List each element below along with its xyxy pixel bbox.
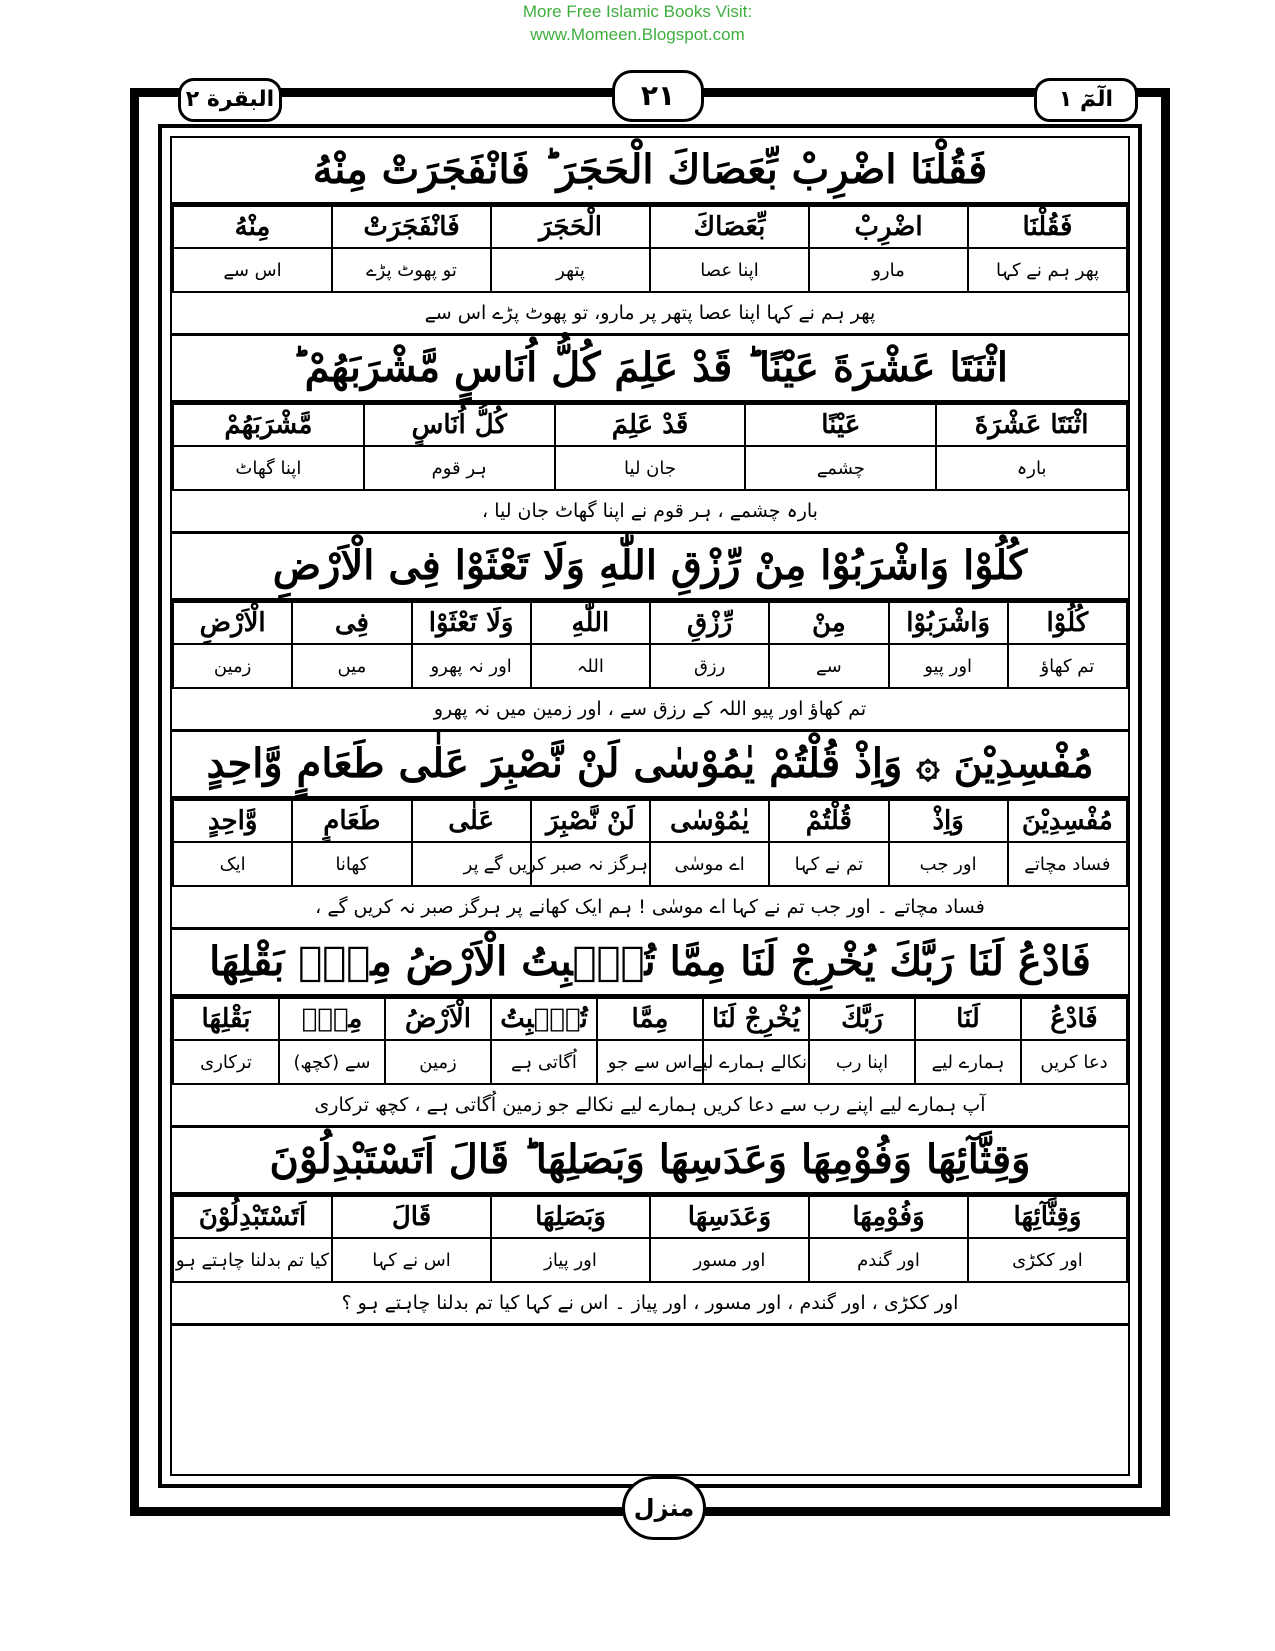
urdu-meaning: کھانا — [292, 842, 411, 886]
arabic-word: قَدْ عَلِمَ — [555, 404, 746, 446]
arabic-word: اَتَسْتَبْدِلُوْنَ — [173, 1196, 332, 1238]
content-area — [172, 138, 1128, 1326]
urdu-meaning: تم کھاؤ — [1008, 644, 1127, 688]
arabic-word: وَّاحِدٍ — [173, 800, 292, 842]
arabic-word: اضْرِبْ — [809, 206, 968, 248]
arabic-verse: فَادْعُ لَنَا رَبَّكَ يُخْرِجْ لَنَا مِمَّا تُنْۢبِتُ الْاَرْضُ مِنْۢ بَقْلِهَا — [172, 930, 1128, 997]
arabic-word: بَقْلِهَا — [173, 998, 279, 1040]
arabic-word: الْاَرْضِ — [173, 602, 292, 644]
word-table — [172, 205, 1128, 293]
urdu-meaning: جان لیا — [555, 446, 746, 490]
word-table — [172, 997, 1128, 1085]
arabic-word: رِّزْقِ — [650, 602, 769, 644]
arabic-word: فَقُلْنَا — [968, 206, 1127, 248]
arabic-word: لَنَا — [915, 998, 1021, 1040]
arabic-word: وَاِذْ — [889, 800, 1008, 842]
urdu-meaning: کیا تم بدلنا چاہتے ہو — [173, 1238, 332, 1282]
arabic-word: فَادْعُ — [1021, 998, 1127, 1040]
urdu-translation: فساد مچاتے ۔ اور جب تم نے کہا اے موسٰی ! ہم ایک کھانے پر ہرگز صبر نہ کریں گے ، — [172, 887, 1128, 930]
arabic-word: عَيْنًا — [745, 404, 936, 446]
urdu-meaning: اس سے جو — [597, 1040, 703, 1084]
manzil-badge: منزل — [622, 1476, 706, 1540]
arabic-verse: كُلُوْا وَاشْرَبُوْا مِنْ رِّزْقِ اللّٰهِ وَلَا تَعْثَوْا فِى الْاَرْضِ — [172, 534, 1128, 601]
urdu-meaning: میں — [292, 644, 411, 688]
arabic-word: وَقِثَّآئِهَا — [968, 1196, 1127, 1238]
word-table — [172, 601, 1128, 689]
arabic-word: بِّعَصَاكَ — [650, 206, 809, 248]
urdu-meaning: اور مسور — [650, 1238, 809, 1282]
urdu-meaning: مارو — [809, 248, 968, 292]
urdu-meaning: ہر قوم — [364, 446, 555, 490]
arabic-word: الْحَجَرَ — [491, 206, 650, 248]
verse-section — [172, 930, 1128, 1128]
urdu-translation: پھر ہم نے کہا اپنا عصا پتھر پر مارو، تو پھوٹ پڑے اس سے — [172, 293, 1128, 336]
urdu-meaning: سے (کچھ) — [279, 1040, 385, 1084]
arabic-word: يٰمُوْسٰى — [650, 800, 769, 842]
arabic-word: قُلْتُمْ — [769, 800, 888, 842]
urdu-meaning: تو پھوٹ پڑے — [332, 248, 491, 292]
urdu-meaning: ترکاری — [173, 1040, 279, 1084]
arabic-word: مُفْسِدِيْنَ — [1008, 800, 1127, 842]
urdu-translation: بارہ چشمے ، ہر قوم نے اپنا گھاٹ جان لیا ، — [172, 491, 1128, 534]
verse-section — [172, 732, 1128, 930]
word-table — [172, 403, 1128, 491]
arabic-verse: فَقُلْنَا اضْرِبْ بِّعَصَاكَ الْحَجَرَ ؕ فَانْفَجَرَتْ مِنْهُ — [172, 138, 1128, 205]
arabic-word: رَبَّكَ — [809, 998, 915, 1040]
promo-link[interactable]: www.Momeen.Blogspot.com — [530, 25, 745, 44]
arabic-verse: اثْنَتَا عَشْرَةَ عَيْنًا ؕ قَدْ عَلِمَ كُلُّ اُنَاسٍ مَّشْرَبَهُمْ ؕ — [172, 336, 1128, 403]
arabic-word: طَعَامٍ — [292, 800, 411, 842]
arabic-word: وَفُوْمِهَا — [809, 1196, 968, 1238]
arabic-word: فِى — [292, 602, 411, 644]
arabic-word: اللّٰهِ — [531, 602, 650, 644]
urdu-meaning: ہمارے لیے — [915, 1040, 1021, 1084]
verse-section — [172, 1128, 1128, 1326]
arabic-word: مِنْهُ — [173, 206, 332, 248]
arabic-verse: وَقِثَّآئِهَا وَفُوْمِهَا وَعَدَسِهَا وَبَصَلِهَا ؕ قَالَ اَتَسْتَبْدِلُوْنَ — [172, 1128, 1128, 1195]
surah-label: البقرة ٢ — [178, 78, 282, 122]
arabic-word: وَعَدَسِهَا — [650, 1196, 809, 1238]
urdu-meaning: ایک — [173, 842, 292, 886]
urdu-meaning: ہرگز نہ صبر کریں گے — [531, 842, 650, 886]
urdu-meaning: زمین — [385, 1040, 491, 1084]
urdu-meaning: اپنا رب — [809, 1040, 915, 1084]
urdu-meaning: دعا کریں — [1021, 1040, 1127, 1084]
verse-section — [172, 138, 1128, 336]
verse-section — [172, 534, 1128, 732]
urdu-meaning: اللہ — [531, 644, 650, 688]
urdu-meaning: اور پیاز — [491, 1238, 650, 1282]
arabic-word: مِنْۢ — [279, 998, 385, 1040]
urdu-meaning: پر — [412, 842, 531, 886]
urdu-meaning: سے — [769, 644, 888, 688]
arabic-word: مِنْ — [769, 602, 888, 644]
urdu-translation: تم کھاؤ اور پیو اللہ کے رزق سے ، اور زمین میں نہ پھرو — [172, 689, 1128, 732]
arabic-word: فَانْفَجَرَتْ — [332, 206, 491, 248]
arabic-verse: مُفْسِدِيْنَ ۞ وَاِذْ قُلْتُمْ يٰمُوْسٰى لَنْ نَّصْبِرَ عَلٰى طَعَامٍ وَّاحِدٍ — [172, 732, 1128, 799]
para-label: الٓمٓ ١ — [1034, 78, 1138, 122]
urdu-meaning: اور نہ پھرو — [412, 644, 531, 688]
arabic-word: لَنْ نَّصْبِرَ — [531, 800, 650, 842]
urdu-meaning: تم نے کہا — [769, 842, 888, 886]
urdu-meaning: اے موسٰی — [650, 842, 769, 886]
urdu-meaning: رزق — [650, 644, 769, 688]
word-table — [172, 1195, 1128, 1283]
verse-section — [172, 336, 1128, 534]
promo-banner — [0, 0, 1275, 46]
arabic-word: اثْنَتَا عَشْرَةَ — [936, 404, 1127, 446]
urdu-translation: آپ ہمارے لیے اپنے رب سے دعا کریں ہمارے لیے نکالے جو زمین اُگاتی ہے ، کچھ ترکاری — [172, 1085, 1128, 1128]
arabic-word: قَالَ — [332, 1196, 491, 1238]
urdu-meaning: پتھر — [491, 248, 650, 292]
promo-text: More Free Islamic Books Visit: — [522, 2, 753, 21]
arabic-word: وَبَصَلِهَا — [491, 1196, 650, 1238]
urdu-meaning: اس سے — [173, 248, 332, 292]
urdu-meaning: اور جب — [889, 842, 1008, 886]
arabic-word: يُخْرِجْ لَنَا — [703, 998, 809, 1040]
urdu-meaning: زمین — [173, 644, 292, 688]
urdu-meaning: نکالے ہمارے لیے — [703, 1040, 809, 1084]
urdu-meaning: اور گندم — [809, 1238, 968, 1282]
arabic-word: تُنْۢبِتُ — [491, 998, 597, 1040]
urdu-meaning: بارہ — [936, 446, 1127, 490]
word-table — [172, 799, 1128, 887]
urdu-meaning: اُگاتی ہے — [491, 1040, 597, 1084]
arabic-word: وَاشْرَبُوْا — [889, 602, 1008, 644]
urdu-meaning: اپنا عصا — [650, 248, 809, 292]
arabic-word: كُلُّ اُنَاسٍ — [364, 404, 555, 446]
arabic-word: وَلَا تَعْثَوْا — [412, 602, 531, 644]
arabic-word: مِمَّا — [597, 998, 703, 1040]
arabic-word: مَّشْرَبَهُمْ — [173, 404, 364, 446]
arabic-word: الْاَرْضُ — [385, 998, 491, 1040]
urdu-meaning: فساد مچاتے — [1008, 842, 1127, 886]
page-number: ٢١ — [612, 70, 704, 122]
urdu-meaning: چشمے — [745, 446, 936, 490]
arabic-word: عَلٰى — [412, 800, 531, 842]
urdu-meaning: اپنا گھاٹ — [173, 446, 364, 490]
urdu-meaning: اور پیو — [889, 644, 1008, 688]
urdu-meaning: پھر ہم نے کہا — [968, 248, 1127, 292]
arabic-word: كُلُوْا — [1008, 602, 1127, 644]
urdu-meaning: اس نے کہا — [332, 1238, 491, 1282]
urdu-meaning: اور ککڑی — [968, 1238, 1127, 1282]
urdu-translation: اور ککڑی ، اور گندم ، اور مسور ، اور پیاز ۔ اس نے کہا کیا تم بدلنا چاہتے ہو ؟ — [172, 1283, 1128, 1326]
